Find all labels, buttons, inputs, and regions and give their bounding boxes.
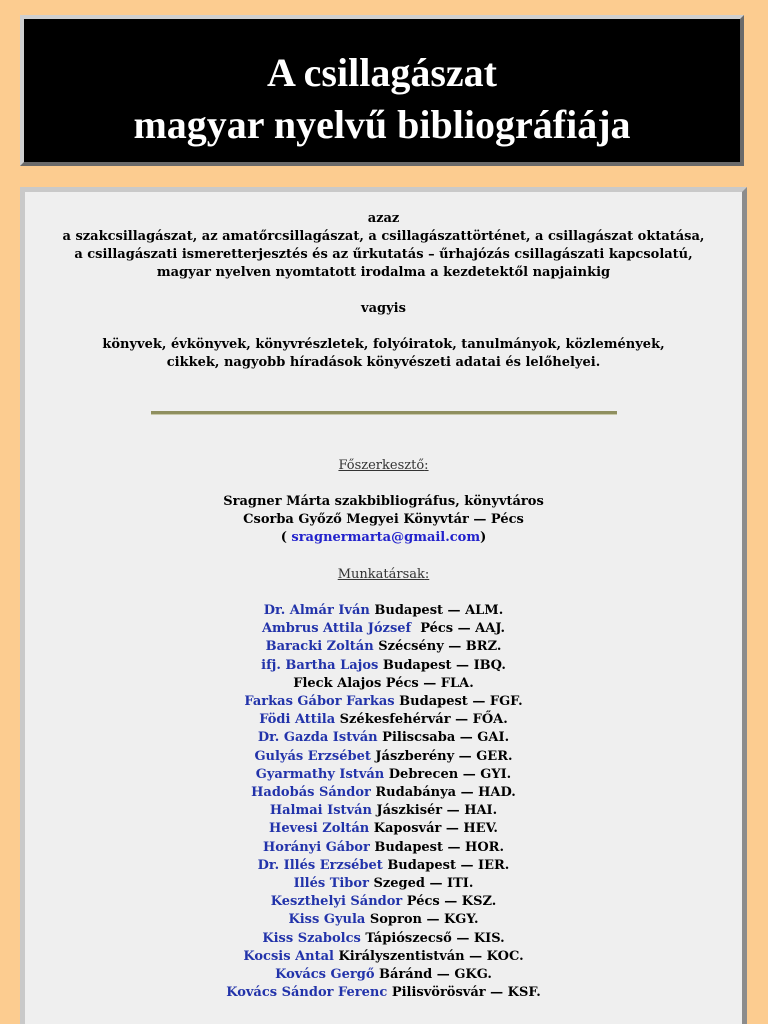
staff-member [25, 602, 742, 620]
staff-member-name-link[interactable]: Dr. Gazda István [257, 730, 378, 746]
staff-member [25, 766, 742, 784]
staff-member-name-link[interactable]: ifj. Bartha Lajos [261, 657, 379, 673]
staff-member [25, 839, 742, 857]
staff-member-location: Rudabánya — HAD. [370, 785, 516, 801]
staff-member-location: Budapest — FGF. [394, 694, 523, 710]
staff-member [25, 984, 742, 1002]
staff-member-location: Sopron — KGY. [365, 912, 479, 928]
staff-member-name-link[interactable]: Dr. Almár Iván [263, 603, 370, 618]
staff-member-name-link[interactable]: Illés Tibor [293, 876, 369, 892]
staff-member-name-link[interactable]: Gyarmathy István [255, 766, 385, 782]
staff-member [25, 620, 742, 638]
staff-member-location: Budapest — ALM. [369, 603, 504, 618]
intro-vagyis: vagyis [361, 301, 406, 316]
intro-line: azaz [367, 211, 400, 226]
staff-member [25, 693, 742, 711]
intro-line: cikkek, nagyobb híradások könyvészeti adatai és lelőhelyei. [166, 355, 601, 370]
staff-member-name-link[interactable]: Gulyás Erzsébet [254, 748, 371, 764]
staff-list [25, 602, 742, 1002]
staff-member [25, 748, 742, 766]
editor-institution: Csorba Győző Megyei Könyvtár — Pécs [243, 512, 524, 527]
staff-member-location: Debrecen — GYI. [384, 766, 512, 782]
staff-member [25, 966, 742, 984]
staff-member [25, 657, 742, 675]
editor-block [25, 493, 742, 547]
staff-member-location: Tápiószecső — KIS. [360, 930, 505, 946]
staff-member-location: Piliscsaba — GAI. [377, 730, 510, 746]
staff-member [25, 784, 742, 802]
staff-member-location: Pécs — AAJ. [411, 621, 506, 637]
staff-member-name-link[interactable]: Kiss Szabolcs [262, 930, 361, 946]
page-title-line-1: A csillagászat [267, 50, 497, 95]
staff-member [25, 675, 742, 693]
staff-member-name-link[interactable]: Halmai István [269, 803, 372, 819]
staff-member-location: Szécsény — BRZ. [373, 639, 502, 655]
staff-member [25, 729, 742, 747]
staff-member [25, 711, 742, 729]
staff-member-location: Báránd — GKG. [374, 967, 492, 983]
staff-member-location: Fleck Alajos Pécs — FLA. [293, 675, 474, 691]
staff-member [25, 638, 742, 656]
intro-line: a szakcsillagászat, az amatőrcsillagászat, a csillagászattörténet, a csillagászat oktatása, [62, 229, 705, 244]
staff-member-name-link[interactable]: Ambrus Attila József [261, 621, 412, 637]
staff-member-location: Budapest — HOR. [369, 839, 504, 855]
staff-member [25, 948, 742, 966]
staff-member-location: Pilisvörösvár — KSF. [387, 985, 541, 1001]
editor-name: Sragner Márta szakbibliográfus, könyvtáros [223, 494, 544, 509]
staff-member-location: Budapest — IER. [382, 857, 510, 873]
staff-member-name-link[interactable]: Keszthelyi Sándor [270, 894, 403, 910]
staff-member-name-link[interactable]: Baracki Zoltán [265, 639, 374, 655]
staff-member-location: Jászkisér — HAI. [371, 803, 498, 819]
staff-member-name-link[interactable]: Hevesi Zoltán [269, 821, 370, 837]
page-title-line-2: magyar nyelvű bibliográfiája [133, 102, 631, 147]
staff-member-name-link[interactable]: Kovács Sándor Ferenc [226, 985, 388, 1001]
intro-line: a csillagászati ismeretterjesztés és az űrkutatás – űrhajózás csillagászati kapcsolatú, [74, 247, 693, 262]
staff-member-location: Jászberény — GER. [370, 748, 513, 764]
staff-member-name-link[interactable]: Hadobás Sándor [251, 785, 371, 801]
staff-member [25, 802, 742, 820]
staff-member [25, 820, 742, 838]
staff-member [25, 893, 742, 911]
staff-member-location: Pécs — KSZ. [402, 894, 497, 910]
title-banner [20, 15, 744, 166]
editor-email-line: ( sragnermarta@gmail.com) [280, 530, 487, 545]
staff-member [25, 875, 742, 893]
staff-member-name-link[interactable]: Kovács Gergő [275, 967, 375, 983]
staff-member [25, 857, 742, 875]
staff-member-name-link[interactable]: Kocsis Antal [243, 948, 334, 964]
staff-member-location: Királyszentistván — KOC. [333, 948, 524, 964]
staff-member-name-link[interactable]: Kiss Gyula [288, 912, 366, 928]
staff-member-name-link[interactable]: Födi Attila [259, 712, 336, 728]
staff-member [25, 911, 742, 929]
staff-member-location: Székesfehérvár — FŐA. [335, 712, 508, 728]
staff-member-location: Kaposvár — HEV. [369, 821, 498, 837]
intro-line: könyvek, évkönyvek, könyvrészletek, folyóiratok, tanulmányok, közlemények, [102, 337, 665, 352]
staff-member-name-link[interactable]: Farkas Gábor Farkas [244, 694, 395, 710]
intro-text [25, 210, 742, 372]
staff-member-location: Szeged — ITI. [368, 876, 474, 892]
staff-member [25, 930, 742, 948]
content-panel [20, 187, 747, 1024]
staff-member-name-link[interactable]: Dr. Illés Erzsébet [257, 857, 383, 873]
staff-member-name-link[interactable]: Horányi Gábor [263, 839, 370, 855]
staff-member-location: Budapest — IBQ. [378, 657, 506, 673]
intro-line: magyar nyelven nyomtatott irodalma a kezdetektől napjainkig [156, 265, 611, 280]
staff-label: Munkatársak: [337, 567, 430, 582]
editor-label: Főszerkesztő: [338, 458, 429, 473]
editor-email-link[interactable]: sragnermarta@gmail.com [291, 530, 481, 545]
